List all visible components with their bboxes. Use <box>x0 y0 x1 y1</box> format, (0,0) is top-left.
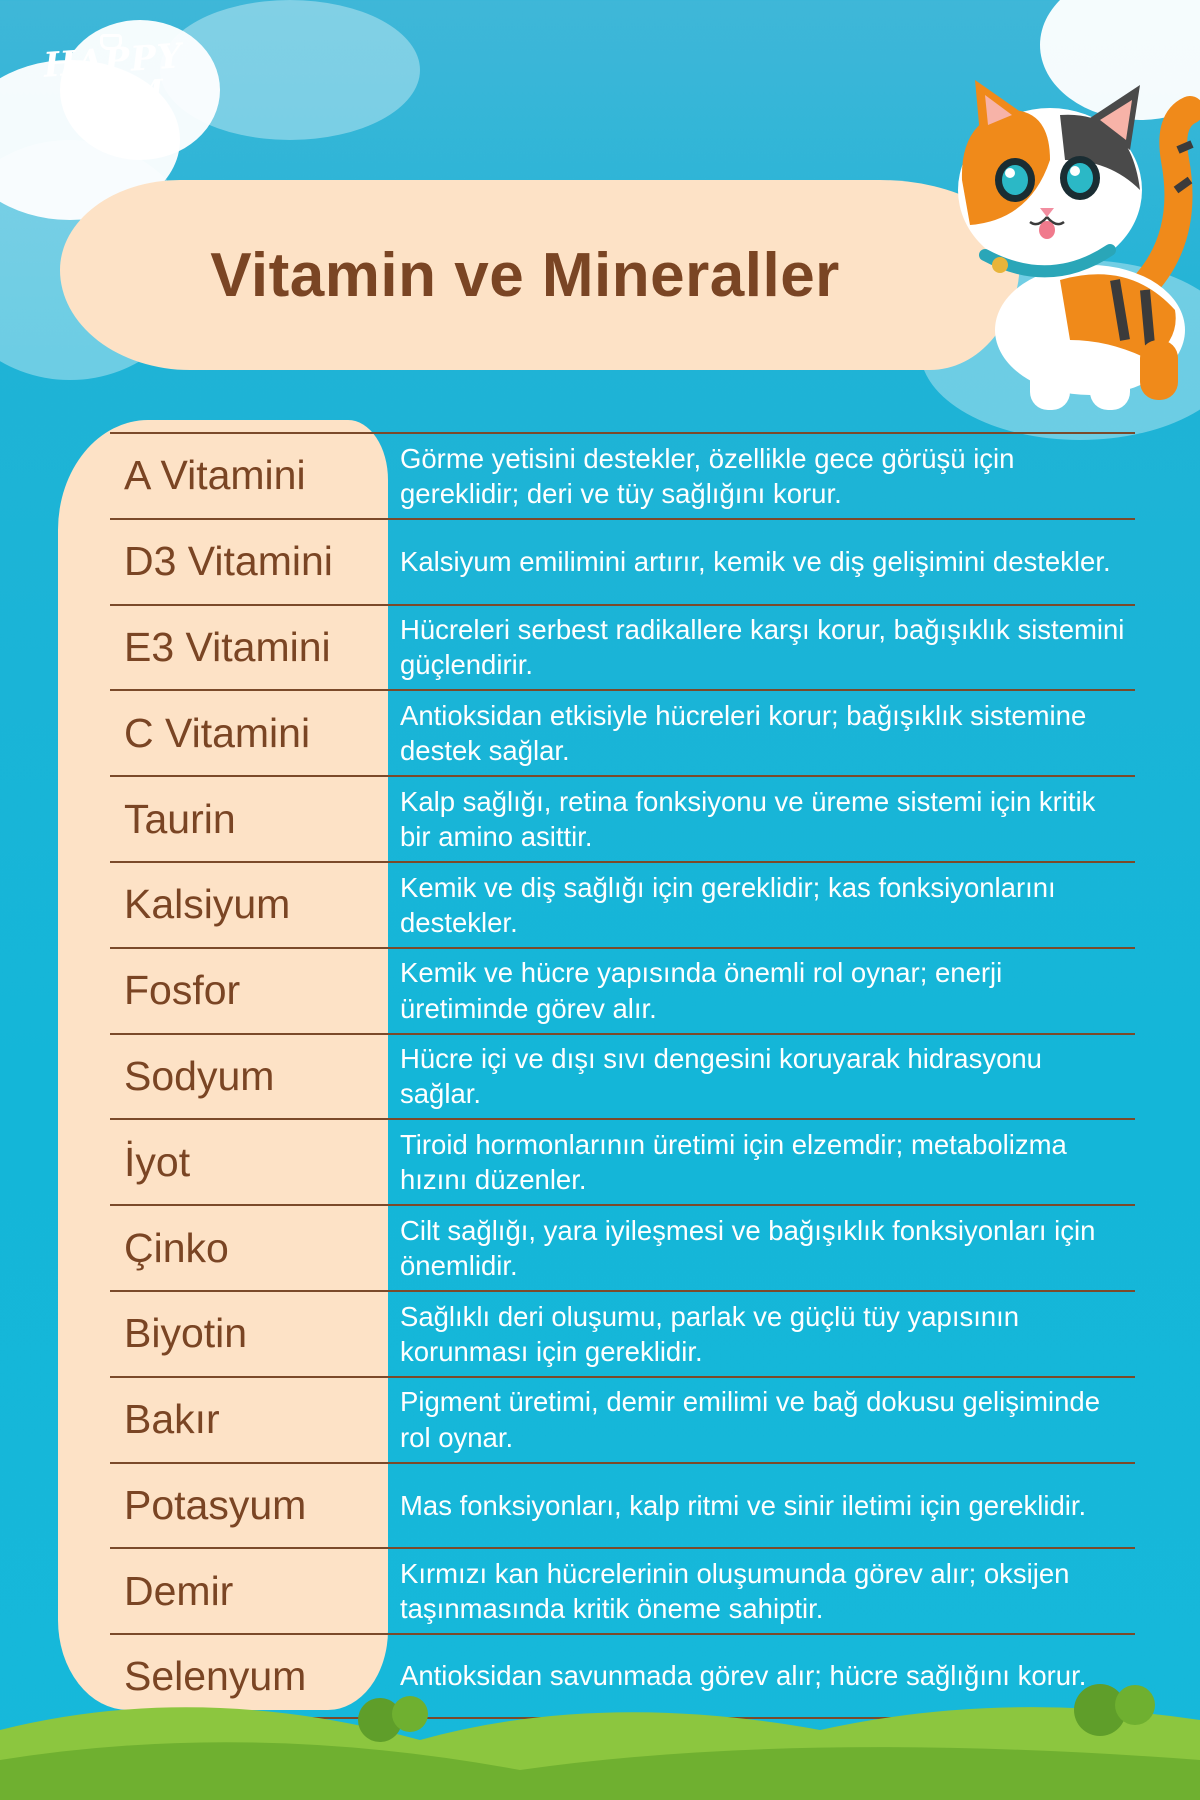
cat-illustration <box>940 40 1200 420</box>
title-banner <box>60 180 1020 370</box>
table-row <box>110 1118 1135 1204</box>
table-row <box>110 689 1135 775</box>
table-row <box>110 1290 1135 1376</box>
table-row <box>110 1204 1135 1290</box>
nutrient-description: Görme yetisini destekler, özellikle gece görüşü için gereklidir; deri ve tüy sağlığını korur. <box>400 442 1015 509</box>
nutrient-name: Fosfor <box>124 967 241 1014</box>
nutrient-name: Potasyum <box>124 1481 307 1528</box>
nutrient-name: C Vitamini <box>124 709 311 756</box>
nutrient-name: Demir <box>124 1567 234 1614</box>
nutrient-name: Sodyum <box>124 1052 275 1099</box>
nutrient-description: Pigment üretimi, demir emilimi ve bağ dokusu gelişiminde rol oynar. <box>400 1386 1101 1453</box>
nutrient-description: Mas fonksiyonları, kalp ritmi ve sinir iletimi için gereklidir. <box>400 1489 1087 1521</box>
nutrient-description: Antioksidan savunmada görev alır; hücre sağlığını korur. <box>400 1660 1087 1692</box>
nutrient-table <box>110 432 1135 1719</box>
cloud-decoration <box>160 0 420 140</box>
nutrient-description: Hücre içi ve dışı sıvı dengesini koruyarak hidrasyonu sağlar. <box>400 1043 1042 1110</box>
table-row <box>110 432 1135 518</box>
table-row <box>110 861 1135 947</box>
brand-logo <box>38 36 188 154</box>
brand-logo-line2: FARM <box>61 73 165 116</box>
nutrient-name: Taurin <box>124 795 236 842</box>
nutrient-name: Selenyum <box>124 1652 307 1699</box>
nutrient-description: Sağlıklı deri oluşumu, parlak ve güçlü tüy yapısının korunması için gereklidir. <box>400 1300 1020 1367</box>
brand-logo-line3: PET <box>94 112 132 131</box>
nutrient-name: Çinko <box>124 1224 229 1271</box>
grass-hills <box>0 1660 1200 1800</box>
table-row <box>110 947 1135 1033</box>
table-row <box>110 1547 1135 1633</box>
nutrient-name: Bakır <box>124 1396 220 1443</box>
nutrient-description: Kemik ve hücre yapısında önemli rol oynar; enerji üretiminde görev alır. <box>400 957 1003 1024</box>
nutrient-name: İyot <box>124 1138 191 1185</box>
nutrient-description: Kemik ve diş sağlığı için gereklidir; kas fonksiyonlarını destekler. <box>400 871 1056 938</box>
table-row <box>110 775 1135 861</box>
brand-logo-line1: HAPPY <box>42 36 184 86</box>
nutrient-description: Antioksidan etkisiyle hücreleri korur; bağışıklık sistemine destek sağlar. <box>400 700 1087 767</box>
nutrient-description: Kalsiyum emilimini artırır, kemik ve diş gelişimini destekler. <box>400 546 1111 578</box>
nutrient-description: Kalp sağlığı, retina fonksiyonu ve üreme sistemi için kritik bir amino asittir. <box>400 785 1096 853</box>
nutrient-name: D3 Vitamini <box>124 538 333 585</box>
page-title: Vitamin ve Mineraller <box>210 240 840 310</box>
nutrient-description: Cilt sağlığı, yara iyileşmesi ve bağışıklık fonksiyonları için önemlidir. <box>400 1214 1096 1282</box>
table-row <box>110 1033 1135 1119</box>
nutrient-description: Tiroid hormonlarının üretimi için elzemdir; metabolizma hızını düzenler. <box>400 1129 1067 1196</box>
nutrient-description: Kırmızı kan hücrelerinin oluşumunda görev alır; oksijen taşınmasında kritik öneme sahiptir. <box>400 1558 1070 1625</box>
table-row <box>110 604 1135 690</box>
nutrient-name: E3 Vitamini <box>124 623 331 670</box>
nutrient-description: Hücreleri serbest radikallere karşı korur, bağışıklık sistemini güçlendirir. <box>400 614 1125 681</box>
nutrient-name: Biyotin <box>124 1310 248 1357</box>
nutrient-name: Kalsiyum <box>124 881 291 928</box>
table-row <box>110 1462 1135 1548</box>
table-row <box>110 1376 1135 1462</box>
table-row <box>110 518 1135 604</box>
nutrient-name: A Vitamini <box>124 452 306 499</box>
